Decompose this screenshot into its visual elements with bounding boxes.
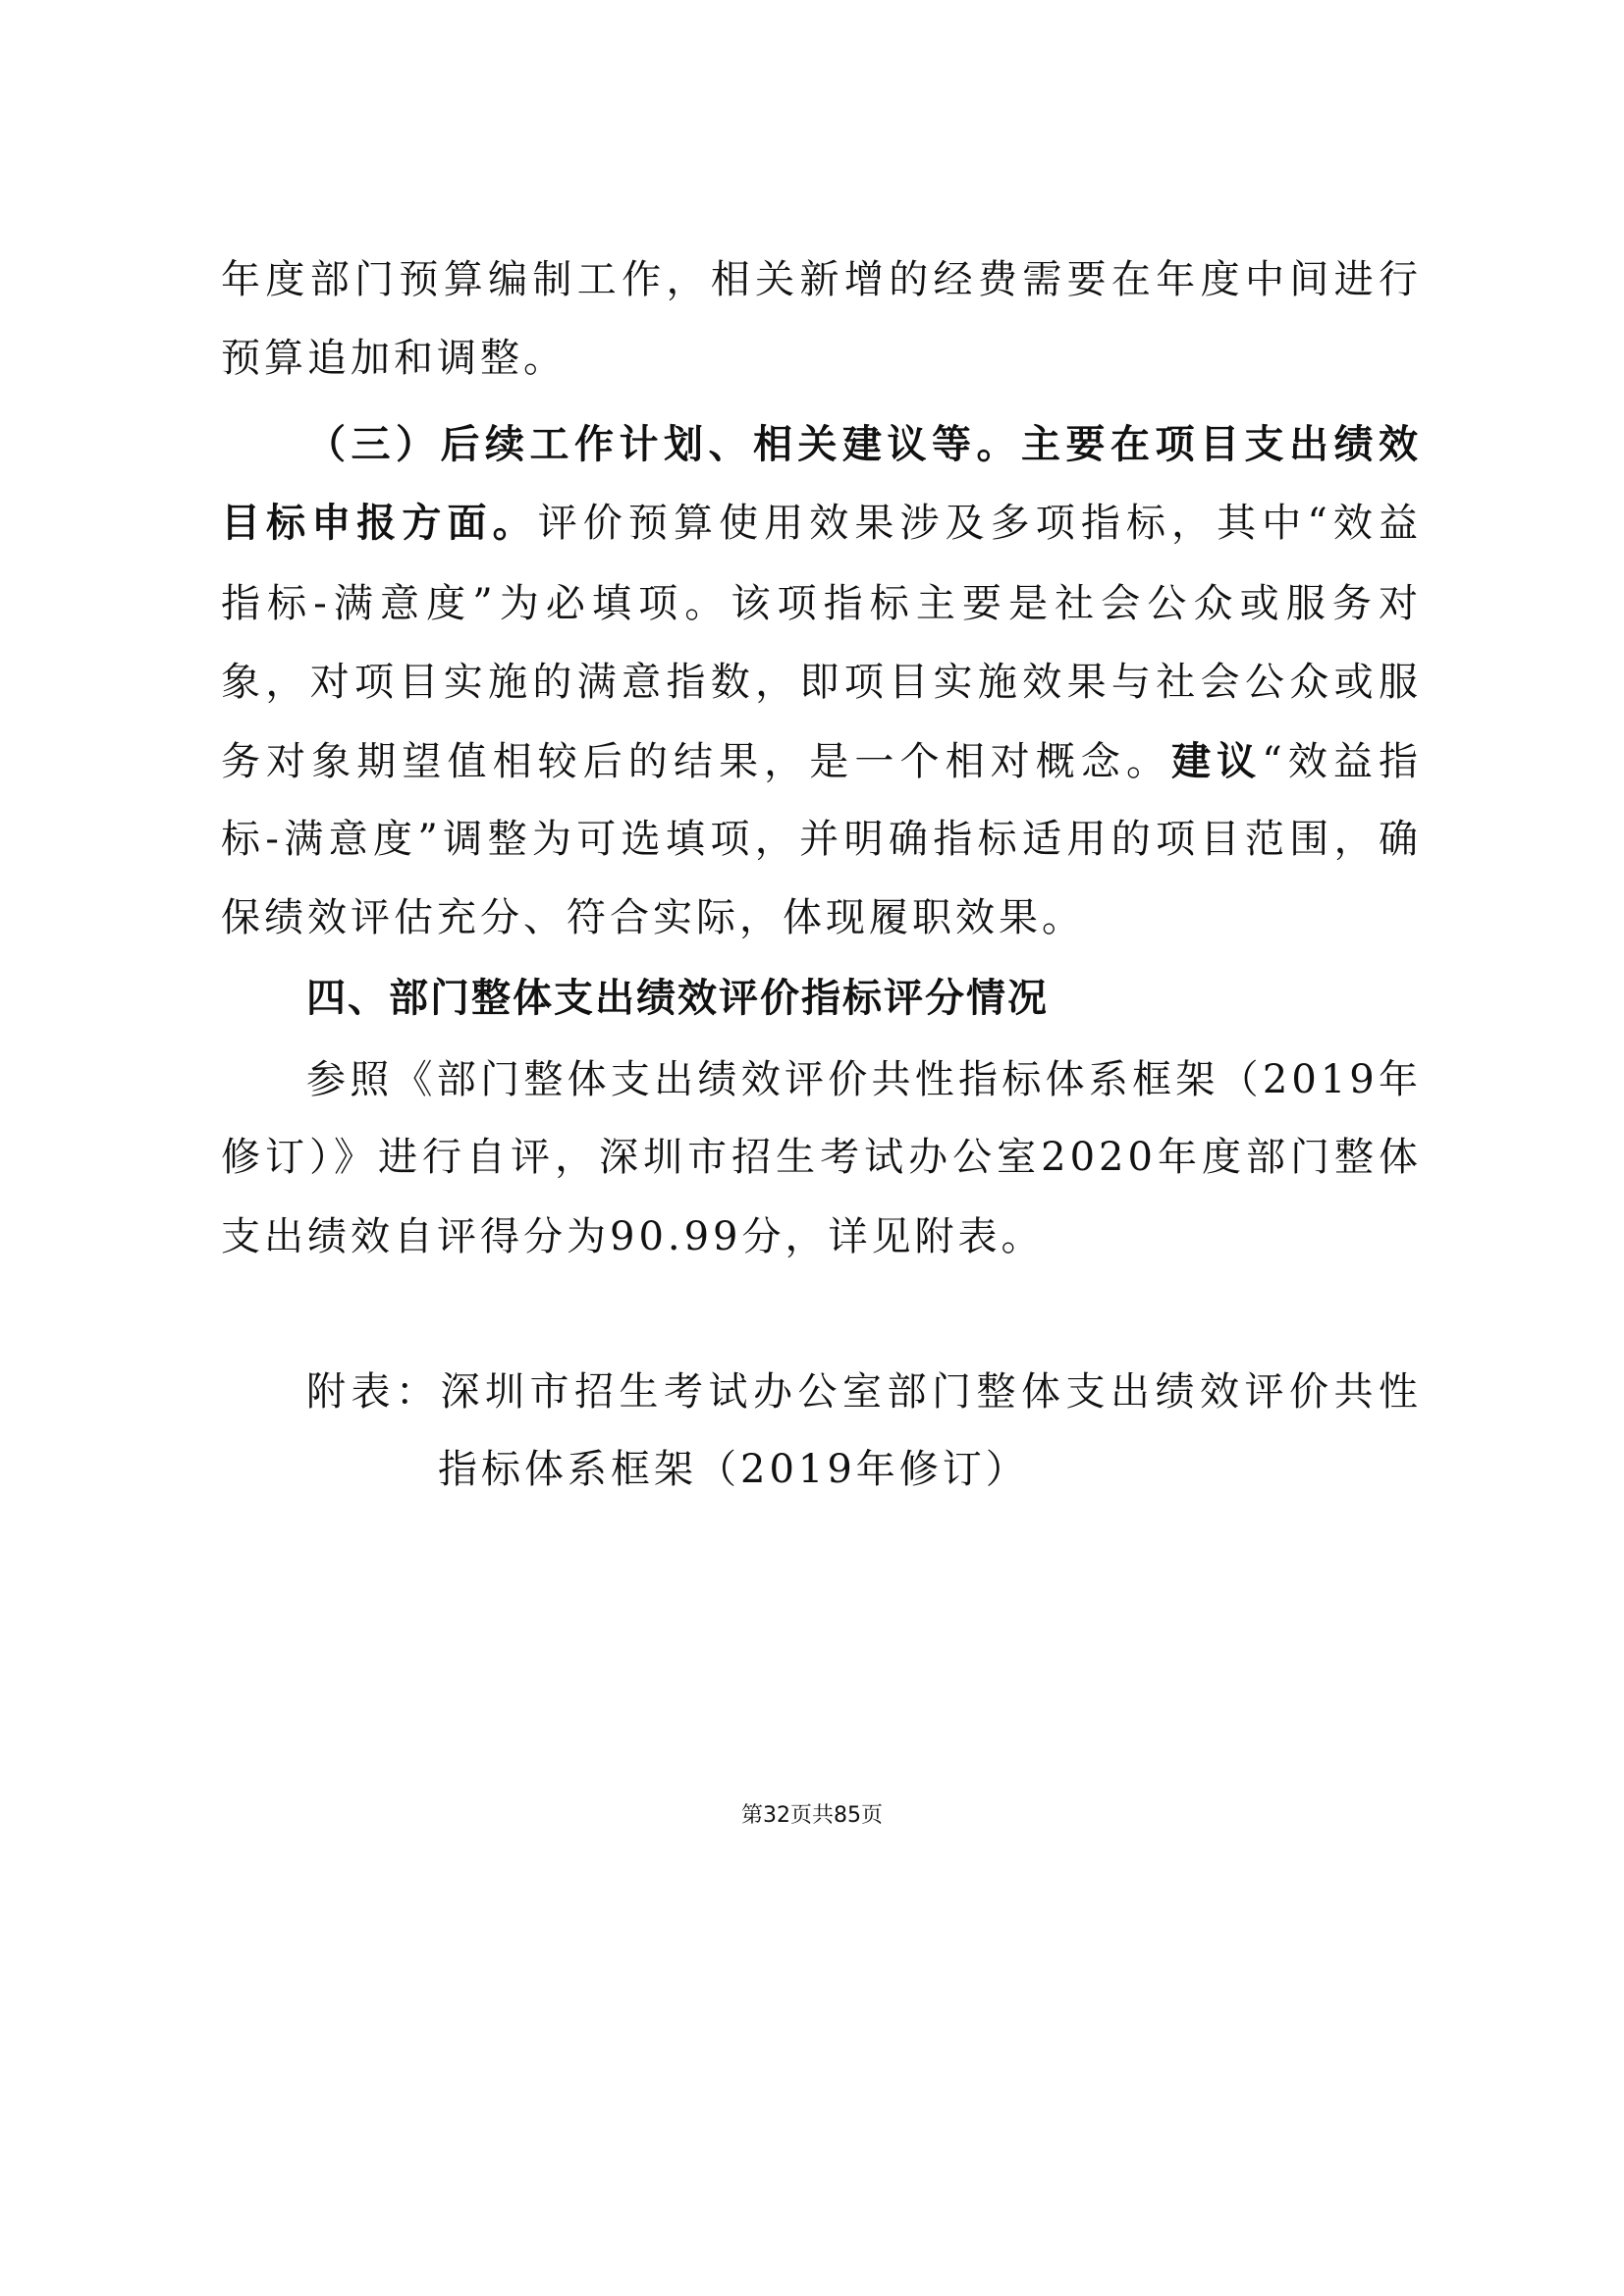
- text-line: 修订）》进行自评，深圳市招生考试办公室2020年度部门整体: [221, 1135, 1422, 1180]
- text-line: [221, 732, 1422, 791]
- text-span: 评价预算使用效果涉及多项指标，其中“效益: [537, 501, 1422, 546]
- attachment-line: 附表：深圳市招生考试办公室部门整体支出绩效评价共性: [306, 1369, 1422, 1415]
- text-line: 保绩效评估充分、符合实际，体现履职效果。: [221, 895, 1085, 940]
- text-line: 标-满意度”调整为可选填项，并明确指标适用的项目范围，确: [221, 817, 1422, 862]
- text-span: 务对象期望值相较后的结果，是一个相对概念。: [221, 739, 1172, 784]
- text-line: [221, 494, 1422, 553]
- text-line: 支出绩效自评得分为90.99分，详见附表。: [221, 1214, 1045, 1259]
- text-line: 预算追加和调整。: [221, 336, 567, 381]
- text-line: 指标-满意度”为必填项。该项指标主要是社会公众或服务对: [221, 581, 1422, 626]
- text-line: 象，对项目实施的满意指数，即项目实施效果与社会公众或服: [221, 660, 1422, 705]
- section-heading: 四、部门整体支出绩效评价指标评分情况: [306, 976, 1049, 1021]
- attachment-line: 指标体系框架（2019年修订）: [438, 1447, 1029, 1492]
- bold-phrase: 目标申报方面。: [221, 501, 538, 546]
- text-line: 参照《部门整体支出绩效评价共性指标体系框架（2019年: [306, 1057, 1422, 1102]
- section-subheading: （三）后续工作计划、相关建议等。主要在项目支出绩效: [306, 422, 1422, 467]
- text-line: 年度部门预算编制工作，相关新增的经费需要在年度中间进行: [221, 257, 1422, 302]
- bold-phrase: 建议: [1171, 739, 1263, 784]
- page-number: 第32页共85页: [741, 1803, 883, 1828]
- text-span: “效益指: [1262, 739, 1423, 784]
